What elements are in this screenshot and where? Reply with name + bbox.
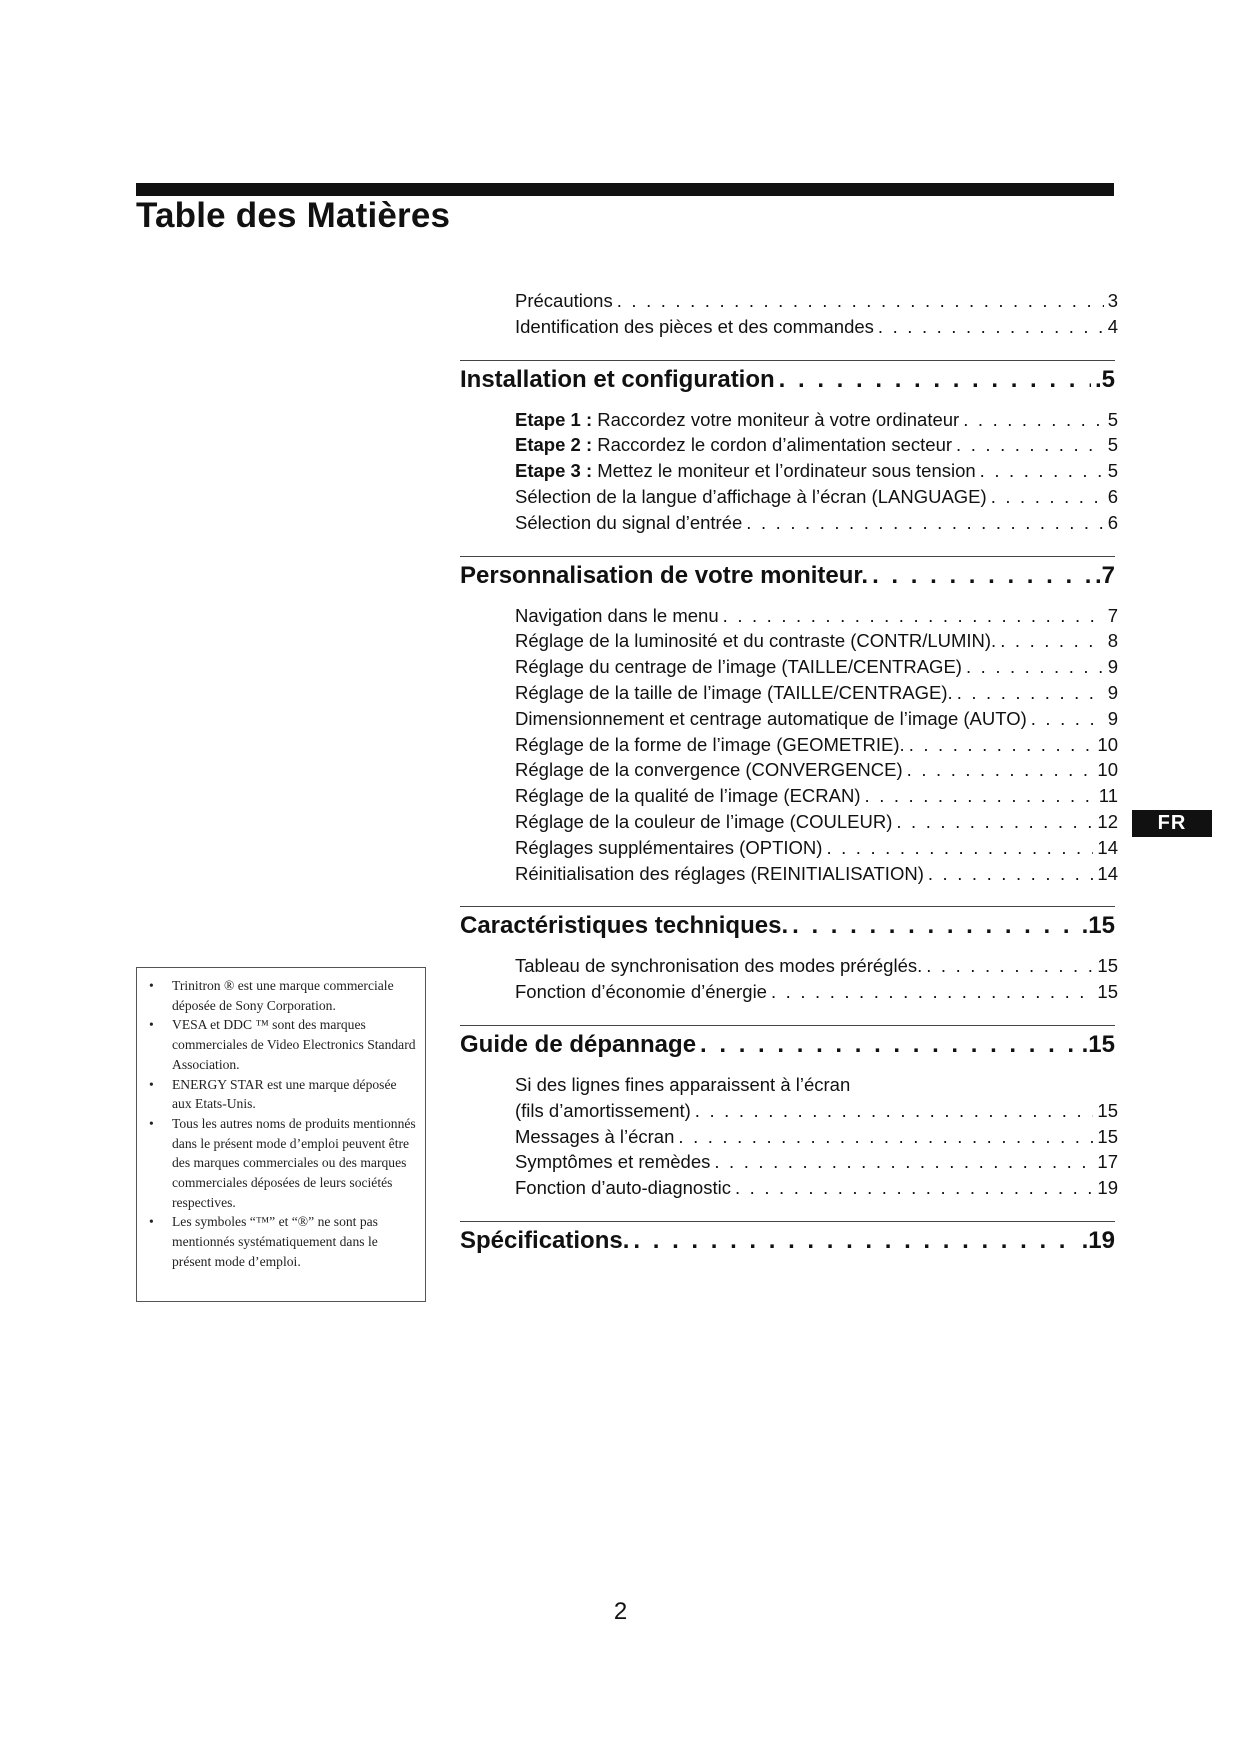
dot-leader xyxy=(735,1175,1093,1201)
toc-entry[interactable] xyxy=(515,680,1118,706)
toc-entry-text: Sélection du signal d’entrée xyxy=(515,511,743,533)
toc-entry-text: Réglage du centrage de l’image (TAILLE/CENTRAGE) xyxy=(515,656,962,678)
dot-leader xyxy=(928,861,1094,887)
dot-leader xyxy=(826,835,1093,861)
toc-entry-label: Identification des pièces et des commandes xyxy=(515,315,874,337)
toc-entry[interactable] xyxy=(515,757,1118,783)
toc-entry-text: Navigation dans le menu xyxy=(515,604,719,626)
toc-entry-text: Réglage de la qualité de l’image (ECRAN) xyxy=(515,785,861,807)
intro-entries xyxy=(460,288,1118,340)
toc-entry-text: Réglage de la luminosité et du contraste (CONTR/LUMIN). xyxy=(515,630,997,652)
toc-entry-label xyxy=(515,1098,691,1124)
section-heading[interactable] xyxy=(460,1224,1115,1258)
language-tab: FR xyxy=(1132,810,1212,837)
toc-entry-page: 6 xyxy=(1107,511,1118,533)
toc-entry-text: Tableau de synchronisation des modes préréglés. xyxy=(515,955,923,977)
dot-leader xyxy=(617,288,1104,314)
toc-entry-step: Etape 1 : xyxy=(515,408,593,430)
dot-leader xyxy=(792,909,1078,943)
dot-leader xyxy=(746,510,1103,536)
toc-entry-text: Réglage de la forme de l’image (GEOMETRIE). xyxy=(515,733,905,755)
toc-entry-page: 14 xyxy=(1097,836,1118,858)
toc-entry[interactable] xyxy=(515,484,1118,510)
toc-entry-page: 10 xyxy=(1097,759,1118,781)
toc-entry[interactable] xyxy=(515,1098,1118,1124)
toc-entry-text: Réglages supplémentaires (OPTION) xyxy=(515,836,823,858)
toc-entry-text: (fils d’amortissement) xyxy=(515,1099,691,1121)
toc-entry[interactable] xyxy=(515,407,1118,433)
dot-leader xyxy=(695,1098,1094,1124)
toc-entry-text: Symptômes et remèdes xyxy=(515,1151,711,1173)
trademark-notes-box xyxy=(136,967,426,1302)
toc-section xyxy=(460,556,1118,887)
toc-entry-label xyxy=(515,458,976,484)
dot-leader xyxy=(872,559,1091,593)
dot-leader xyxy=(966,654,1104,680)
toc-entry-step: Etape 3 : xyxy=(515,460,593,482)
toc-entry-text: Réinitialisation des réglages (REINITIALISATION) xyxy=(515,862,924,884)
toc-entry-text: Raccordez votre moniteur à votre ordinateur xyxy=(592,408,960,430)
trademark-note: • Tous les autres noms de produits mentionnés dans le présent mode d’emploi peuvent être des marques commerciales ou des marques commerciales déposées de leurs sociétés respectives. xyxy=(145,1114,417,1213)
toc-entry-page: 14 xyxy=(1097,862,1118,884)
toc-entry[interactable] xyxy=(515,861,1118,887)
toc-entry-label xyxy=(515,706,1027,732)
section-rule xyxy=(460,1025,1115,1026)
toc-entry[interactable] xyxy=(515,953,1118,979)
toc-entry-label xyxy=(515,783,861,809)
toc-entry-page: 5 xyxy=(1107,460,1118,482)
section-rule xyxy=(460,556,1115,557)
dot-leader xyxy=(1031,706,1104,732)
toc-entry-text: Réglage de la taille de l’image (TAILLE/CENTRAGE). xyxy=(515,681,953,703)
toc-entry-page: 3 xyxy=(1107,290,1118,311)
section-heading-page: .5 xyxy=(1094,365,1115,393)
dot-leader xyxy=(980,458,1104,484)
dot-leader xyxy=(957,680,1104,706)
section-heading-label: Spécifications. xyxy=(460,1226,630,1254)
toc-entry-page: 15 xyxy=(1097,981,1118,1003)
toc-entry-text: Réglage de la convergence (CONVERGENCE) xyxy=(515,759,903,781)
section-heading-label: Personnalisation de votre moniteur. xyxy=(460,561,869,589)
toc-entry-step: Etape 2 : xyxy=(515,434,593,456)
toc-entry-page: 9 xyxy=(1107,681,1118,703)
toc-section xyxy=(460,1221,1115,1258)
toc-entry[interactable] xyxy=(515,783,1118,809)
page-title: Table des Matières xyxy=(136,196,451,235)
dot-leader xyxy=(909,732,1094,758)
dot-leader xyxy=(700,1028,1078,1062)
dot-leader xyxy=(633,1224,1077,1258)
toc-entry-text: Dimensionnement et centrage automatique de l’image (AUTO) xyxy=(515,707,1027,729)
toc-entry[interactable] xyxy=(515,835,1118,861)
toc-entry[interactable] xyxy=(515,603,1118,629)
toc-entry[interactable] xyxy=(515,979,1118,1005)
dot-leader xyxy=(963,407,1104,433)
toc-entry-label xyxy=(515,680,953,706)
toc-entry-label xyxy=(515,407,959,433)
trademark-note: • Trinitron ® est une marque commerciale déposée de Sony Corporation. xyxy=(145,976,417,1015)
toc-entry-label xyxy=(515,1124,674,1150)
section-heading-label: Guide de dépannage xyxy=(460,1030,697,1058)
trademark-note: • ENERGY STAR est une marque déposée aux Etats-Unis. xyxy=(145,1075,417,1114)
toc-entry-page: 17 xyxy=(1097,1151,1118,1173)
toc-entry[interactable] xyxy=(515,432,1118,458)
toc-entry[interactable] xyxy=(515,1124,1118,1150)
toc-entry[interactable] xyxy=(515,458,1118,484)
dot-leader xyxy=(896,809,1093,835)
toc-section xyxy=(460,360,1118,536)
toc-section xyxy=(460,1025,1118,1201)
toc-entry[interactable] xyxy=(515,510,1118,536)
section-heading[interactable] xyxy=(460,1028,1115,1062)
section-heading-page: .7 xyxy=(1094,561,1115,589)
toc-entry-label xyxy=(515,979,767,1005)
toc-entry-page: 15 xyxy=(1097,955,1118,977)
toc-entry-label xyxy=(515,432,952,458)
toc-entry-page: 11 xyxy=(1098,785,1118,807)
toc-entry-label xyxy=(515,1175,731,1201)
toc-entry-label xyxy=(515,1072,850,1098)
toc-section xyxy=(460,906,1118,1005)
table-of-contents xyxy=(460,290,1118,1268)
dot-leader xyxy=(771,979,1093,1005)
toc-entry-label xyxy=(515,732,905,758)
section-heading-page: .15 xyxy=(1081,912,1115,940)
toc-entry-label xyxy=(515,835,822,861)
trademark-note: • VESA et DDC ™ sont des marques commerciales de Video Electronics Standard Association. xyxy=(145,1015,417,1074)
dot-leader xyxy=(907,757,1094,783)
toc-entry-label xyxy=(515,628,996,654)
toc-entry-page: 5 xyxy=(1107,434,1118,456)
section-heading[interactable] xyxy=(460,363,1115,397)
section-rule xyxy=(460,1221,1115,1222)
section-rule xyxy=(460,360,1115,361)
dot-leader xyxy=(723,603,1104,629)
toc-entry-page: 5 xyxy=(1107,408,1118,430)
toc-entry[interactable] xyxy=(515,732,1118,758)
toc-entry-page: 8 xyxy=(1107,630,1118,652)
toc-entry-label xyxy=(515,809,892,835)
toc-entry-page: 12 xyxy=(1097,810,1118,832)
dot-leader xyxy=(678,1124,1093,1150)
section-heading[interactable] xyxy=(460,559,1115,593)
dot-leader xyxy=(956,432,1104,458)
toc-entry-page: 9 xyxy=(1107,707,1118,729)
toc-entry-page: 15 xyxy=(1097,1099,1118,1121)
toc-entry-text: Fonction d’économie d’énergie xyxy=(515,981,767,1003)
toc-entry[interactable] xyxy=(515,314,1118,340)
toc-entry-page: 9 xyxy=(1107,656,1118,678)
toc-sections xyxy=(460,360,1118,1258)
page-number: 2 xyxy=(613,1598,628,1625)
toc-entry-text: Si des lignes fines apparaissent à l’écran xyxy=(515,1073,851,1095)
toc-entry-page: 10 xyxy=(1097,733,1118,755)
toc-entry[interactable] xyxy=(515,654,1118,680)
trademark-note: • Les symboles “™” et “®” ne sont pas mentionnés systématiquement dans le présent mode d’emploi. xyxy=(145,1212,417,1271)
section-heading-page: .15 xyxy=(1081,1030,1115,1058)
toc-entry-label xyxy=(515,603,719,629)
toc-entry-label xyxy=(515,654,962,680)
dot-leader xyxy=(865,783,1095,809)
section-heading-label: Installation et configuration xyxy=(460,365,775,393)
toc-entry[interactable] xyxy=(515,1175,1118,1201)
toc-entry-label xyxy=(515,861,924,887)
toc-entry-page: 19 xyxy=(1097,1177,1118,1199)
toc-entry-label xyxy=(515,1149,710,1175)
section-rule xyxy=(460,906,1115,907)
toc-entry[interactable] xyxy=(515,628,1118,654)
toc-entry-label: Précautions xyxy=(515,290,613,311)
toc-entry-page: 4 xyxy=(1107,315,1118,337)
toc-entry[interactable] xyxy=(515,288,1118,314)
toc-entry-label xyxy=(515,510,742,536)
toc-entry-label xyxy=(515,484,987,510)
toc-entry-text: Sélection de la langue d’affichage à l’écran (LANGUAGE) xyxy=(515,485,987,507)
toc-entry-text: Raccordez le cordon d’alimentation secteur xyxy=(592,434,953,456)
section-heading[interactable] xyxy=(460,909,1115,943)
toc-entry[interactable] xyxy=(515,809,1118,835)
dot-leader xyxy=(714,1149,1093,1175)
toc-entry-label xyxy=(515,953,922,979)
toc-entry[interactable] xyxy=(515,706,1118,732)
dot-leader xyxy=(878,314,1104,340)
toc-entry-page: 7 xyxy=(1107,604,1118,626)
title-bar-rule xyxy=(136,183,1114,196)
dot-leader xyxy=(779,363,1091,397)
toc-entry-text: Mettez le moniteur et l’ordinateur sous tension xyxy=(592,460,976,482)
toc-entry-text: Messages à l’écran xyxy=(515,1125,675,1147)
toc-entry-text: Réglage de la couleur de l’image (COULEUR) xyxy=(515,810,893,832)
dot-leader xyxy=(991,484,1104,510)
toc-entry-page: 6 xyxy=(1107,485,1118,507)
toc-entry[interactable] xyxy=(515,1149,1118,1175)
toc-entry-text: Fonction d’auto-diagnostic xyxy=(515,1177,731,1199)
toc-entry-page: 15 xyxy=(1097,1125,1118,1147)
toc-entry-label xyxy=(515,757,903,783)
section-heading-label: Caractéristiques techniques. xyxy=(460,912,789,940)
toc-entry[interactable] xyxy=(515,1072,1118,1098)
dot-leader xyxy=(1000,628,1104,654)
dot-leader xyxy=(926,953,1093,979)
section-heading-page: .19 xyxy=(1081,1226,1115,1254)
